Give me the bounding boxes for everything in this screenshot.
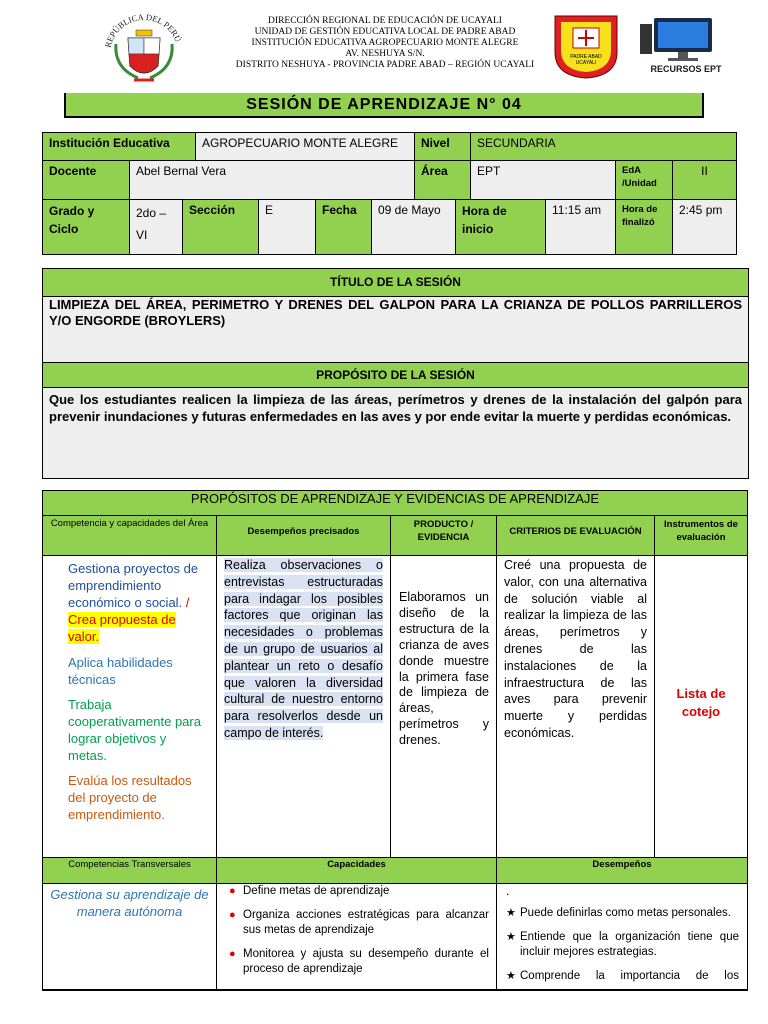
docente-value: Abel Bernal Vera bbox=[129, 160, 415, 200]
institucion-value: AGROPECUARIO MONTE ALEGRE bbox=[195, 132, 415, 161]
header-line: AV. NESHUYA S/N. bbox=[345, 49, 425, 59]
capacidad-crea-propuesta: Crea propuesta de valor. bbox=[68, 612, 176, 644]
competencia-sep: / bbox=[182, 595, 190, 610]
star-icon: ★ bbox=[506, 907, 516, 919]
aprendizaje-title: PROPÓSITOS DE APRENDIZAJE Y EVIDENCIAS DE APRENDIZAJE bbox=[43, 491, 747, 516]
docente-label: Docente bbox=[42, 160, 130, 200]
eda-label: EdA /Unidad bbox=[615, 160, 673, 200]
desempeno-item bbox=[506, 930, 739, 960]
capacidad-item bbox=[229, 947, 489, 977]
header-line: INSTITUCIÓN EDUCATIVA AGROPECUARIO MONTE ALEGRE bbox=[251, 38, 519, 48]
svg-text:UCAYALI: UCAYALI bbox=[575, 60, 597, 66]
instrumento-cell bbox=[654, 555, 748, 858]
seccion-label: Sección bbox=[182, 199, 259, 255]
competencia-main-text: Gestiona proyectos de emprendimiento económico o social. bbox=[68, 561, 199, 610]
page-title bbox=[64, 93, 704, 117]
desempeno-item-text: Entiende que la organización tiene que incluir mejores estrategias. bbox=[520, 931, 739, 958]
trans-desempenos-cell bbox=[496, 883, 748, 991]
capacidad-item bbox=[229, 884, 489, 899]
bullet-icon: ● bbox=[229, 948, 236, 960]
bullet-icon: ● bbox=[229, 909, 236, 921]
hora-fin-label: Hora de finalizó bbox=[615, 199, 673, 255]
bullet-icon: ● bbox=[229, 885, 236, 897]
peru-seal bbox=[98, 8, 190, 86]
nivel-label: Nivel bbox=[414, 132, 471, 161]
titulo-sesion-text: LIMPIEZA DEL ÁREA, PERIMETRO Y DRENES DEL GALPON PARA LA CRIANZA DE POLLOS PARRILLEROS Y/O ENGORDE (BROYLERS) bbox=[49, 297, 742, 328]
grado-label: Grado y Ciclo bbox=[42, 199, 130, 255]
criterios-text: Creé una propuesta de valor, con una alternativa de solución viable al realizar la limpieza de las áreas, perímetros y drenes de las instalaciones de la infraestructura de las aves para prevenir muerte y perdidas económicas. bbox=[504, 558, 647, 740]
trans-competencia-text: Gestiona su aprendizaje de manera autónoma bbox=[50, 887, 209, 919]
capacidad-trabaja: Trabaja cooperativamente para lograr objetivos y metas. bbox=[68, 697, 201, 763]
col-header-competencia: Competencia y capacidades del Área bbox=[42, 515, 217, 556]
capacidad-item-text: Monitorea y ajusta su desempeño durante el proceso de aprendizaje bbox=[243, 948, 489, 975]
instrumento-text: Lista de cotejo bbox=[676, 686, 726, 719]
col-header-criterios: CRITERIOS DE EVALUACIÓN bbox=[496, 515, 655, 556]
school-crest bbox=[551, 12, 621, 80]
desempeno-item bbox=[506, 969, 739, 984]
header-line: DISTRITO NESHUYA - PROVINCIA PADRE ABAD – REGIÓN UCAYALI bbox=[235, 60, 535, 70]
eda-value: II bbox=[672, 160, 737, 200]
page-title-text: SESIÓN DE APRENDIZAJE N° 04 bbox=[246, 96, 522, 113]
desempeno-item-text: Comprende la importancia de los bbox=[520, 970, 739, 982]
desempenos-lead: . bbox=[506, 884, 510, 898]
proposito-header: PROPÓSITO DE LA SESIÓN bbox=[43, 362, 748, 388]
producto-text: Elaboramos un diseño de la estructura de la crianza de aves donde muestre la primera fase de limpieza de áreas, perímetros y drenes. bbox=[399, 590, 489, 748]
capacidad-item-text: Define metas de aprendizaje bbox=[243, 885, 390, 897]
trans-capacidades-cell bbox=[216, 883, 497, 991]
titulo-proposito-box bbox=[42, 268, 749, 479]
recursos-ept-logo bbox=[638, 14, 728, 76]
proposito-text: Que los estudiantes realicen la limpieza de las áreas, perímetros y drenes de la instalación del galpón para prevenir inundaciones y futuras enfermedades en las aves y por ende evitar la muerte y perdidas económicas. bbox=[49, 392, 742, 424]
col-header-desempenos: Desempeños precisados bbox=[216, 515, 391, 556]
header-text-block bbox=[200, 16, 570, 71]
header-line: UNIDAD DE GESTIÓN EDUCATIVA LOCAL DE PADRE ABAD bbox=[254, 27, 516, 37]
capacidad-item-text: Organiza acciones estratégicas para alcanzar sus metas de aprendizaje bbox=[243, 909, 489, 936]
trans-competencia-cell bbox=[42, 883, 217, 991]
hora-inicio-label: Hora de inicio bbox=[455, 199, 546, 255]
fecha-value: 09 de Mayo bbox=[371, 199, 456, 255]
star-icon: ★ bbox=[506, 931, 516, 943]
star-icon: ★ bbox=[506, 970, 516, 982]
desempeno-text bbox=[224, 557, 383, 742]
desempeno-item bbox=[506, 906, 739, 921]
criterios-cell bbox=[496, 555, 655, 858]
hora-fin-value: 2:45 pm bbox=[672, 199, 737, 255]
col-header-producto: PRODUCTO / EVIDENCIA bbox=[390, 515, 497, 556]
nivel-value: SECUNDARIA bbox=[470, 132, 737, 161]
title-underline bbox=[64, 116, 704, 118]
desempeno-cell bbox=[216, 555, 391, 858]
trans-header-capacidades: Capacidades bbox=[216, 857, 497, 884]
trans-header-competencias: Competencias Transversales bbox=[42, 857, 217, 884]
svg-text:RECURSOS EPT: RECURSOS EPT bbox=[650, 64, 722, 74]
grado-value: 2do – VI bbox=[129, 199, 183, 255]
institucion-label: Institución Educativa bbox=[42, 132, 196, 161]
desempeno-item-text: Puede definirlas como metas personales. bbox=[520, 907, 731, 919]
col-header-instrumentos: Instrumentos de evaluación bbox=[654, 515, 748, 556]
area-value: EPT bbox=[470, 160, 616, 200]
area-label: Área bbox=[414, 160, 471, 200]
trans-header-desempenos: Desempeños bbox=[496, 857, 748, 884]
producto-cell bbox=[390, 555, 497, 858]
header-line: DIRECCIÓN REGIONAL DE EDUCACIÓN DE UCAYALI bbox=[268, 16, 502, 26]
fecha-label: Fecha bbox=[315, 199, 372, 255]
svg-text:REPÚBLICA DEL PERÚ: REPÚBLICA DEL PERÚ bbox=[102, 11, 184, 49]
competencia-cell bbox=[42, 555, 217, 858]
hora-inicio-value: 11:15 am bbox=[545, 199, 616, 255]
capacidad-item bbox=[229, 908, 489, 938]
competencia-main bbox=[68, 560, 208, 645]
svg-text:PADRE ABAD: PADRE ABAD bbox=[570, 54, 602, 60]
titulo-sesion-header: TÍTULO DE LA SESIÓN bbox=[43, 269, 748, 297]
capacidad-habilidades: Aplica habilidades técnicas bbox=[68, 655, 173, 687]
capacidad-evalua: Evalúa los resultados del proyecto de emprendimiento. bbox=[68, 773, 192, 822]
seccion-value: E bbox=[258, 199, 316, 255]
desempeno-highlight: Realiza observaciones o entrevistas estructuradas para indagar los posibles factores que originan las necesidades o problemas de un grupo de usuarios al plantear un reto o desafío que valoren la diversidad cultural de nuestro entorno para resolverlos desde un campo de interés. bbox=[224, 558, 383, 740]
